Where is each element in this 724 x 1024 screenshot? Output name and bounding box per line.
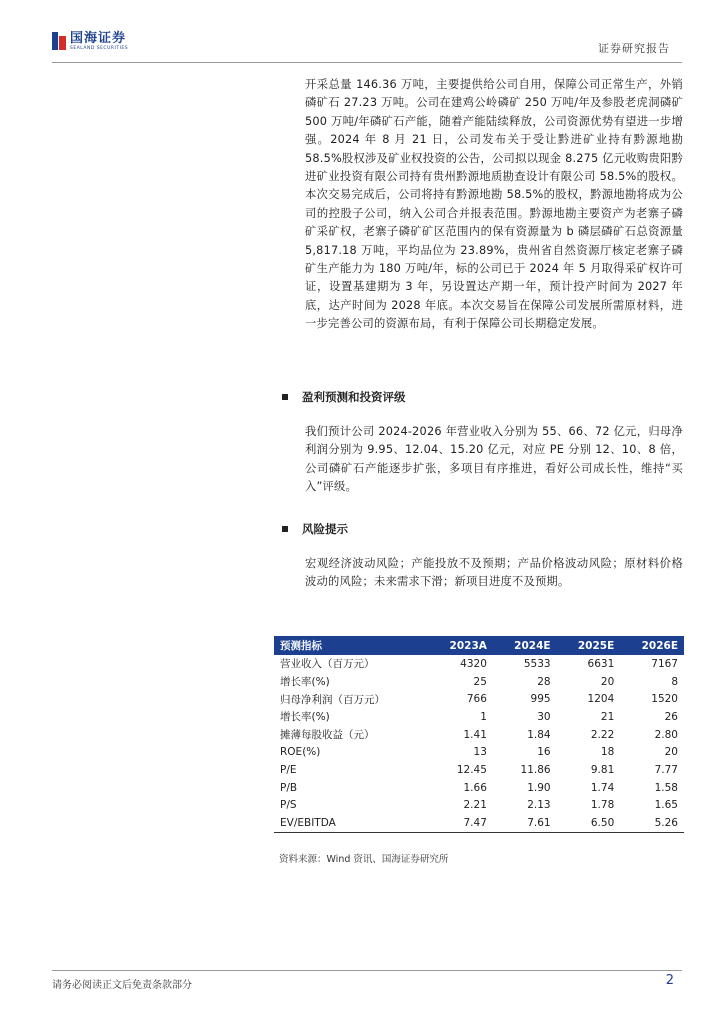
table-cell: 1.78	[590, 799, 615, 812]
table-row-label: 营业收入（百万元）	[280, 658, 375, 671]
table-cell: 25	[473, 675, 487, 688]
table-cell: 21	[600, 710, 615, 723]
table-cell: 16	[537, 746, 551, 759]
table-cell: 1204	[587, 693, 615, 706]
table-cell: 7.47	[428, 814, 493, 832]
table-row-label: ROE(%)	[280, 746, 321, 759]
table-row-label: 归母净利润（百万元）	[280, 693, 385, 706]
table-cell: 2.22	[590, 728, 615, 741]
table-row	[274, 726, 684, 744]
table-cell: 13	[473, 746, 487, 759]
table-cell: 1	[480, 710, 487, 723]
section-risk-heading	[282, 521, 348, 537]
table-row	[274, 761, 684, 779]
report-type-label: 证券研究报告	[598, 42, 670, 55]
footer-divider	[52, 970, 682, 971]
table-cell: 20	[664, 746, 678, 759]
table-cell: 28	[537, 675, 551, 688]
table-header-cell: 预测指标	[274, 636, 428, 655]
table-row-label: EV/EBITDA	[274, 814, 428, 832]
table-cell: 30	[537, 710, 551, 723]
table-row	[274, 708, 684, 726]
page-header	[52, 28, 682, 62]
table-header-cell: 2024E	[493, 636, 557, 655]
company-logo	[52, 32, 128, 52]
table-cell: 11.86	[520, 763, 551, 776]
table-cell: 1.58	[654, 781, 678, 794]
table-row	[274, 673, 684, 691]
section-forecast-title: 盈利预测和投资评级	[302, 390, 406, 404]
table-row-label: 摊薄每股收益（元）	[280, 729, 375, 742]
page-number: 2	[665, 973, 674, 988]
logo-en-text: SEALAND SECURITIES	[70, 46, 129, 51]
table-header-cell: 2023A	[428, 636, 493, 655]
table-cell: 18	[600, 746, 615, 759]
table-cell: 2.13	[527, 799, 551, 812]
table-row	[274, 797, 684, 815]
table-row	[274, 743, 684, 761]
section-risk-title: 风险提示	[302, 522, 348, 536]
bullet-square-icon	[282, 526, 288, 532]
table-row	[274, 779, 684, 797]
risk-paragraph: 宏观经济波动风险；产能投放不及预期；产品价格波动风险；原材料价格波动的风险；未来需求下滑；新项目进度不及预期。	[305, 557, 683, 589]
table-row	[274, 655, 684, 673]
table-cell: 6.50	[557, 814, 621, 832]
table-cell: 2.21	[463, 799, 487, 812]
table-cell: 1.65	[654, 799, 678, 812]
table-cell: 766	[466, 693, 487, 706]
table-cell: 1.84	[527, 728, 551, 741]
footer-disclaimer: 请务必阅读正文后免责条款部分	[52, 980, 192, 991]
table-cell: 7167	[651, 657, 678, 670]
table-cell: 995	[530, 693, 551, 706]
table-cell: 12.45	[456, 763, 487, 776]
table-row-label: P/E	[280, 763, 297, 776]
logo-mark-icon	[52, 32, 66, 50]
table-row-label: P/B	[280, 781, 298, 794]
forecast-table	[274, 636, 684, 833]
table-row	[274, 690, 684, 708]
table-row-label: 增长率(%)	[280, 711, 330, 724]
table-cell: 4320	[460, 657, 487, 670]
table-cell: 1.74	[590, 781, 615, 794]
table-header-cell: 2026E	[620, 636, 684, 655]
section-forecast-heading	[282, 389, 406, 405]
table-row-label: 增长率(%)	[280, 676, 330, 689]
table-source-note: 资料来源：Wind 资讯、国海证券研究所	[279, 854, 449, 865]
table-cell: 1520	[651, 693, 678, 706]
table-header-row	[274, 636, 684, 655]
table-cell: 5533	[523, 657, 551, 670]
intro-paragraph: 开采总量 146.36 万吨，主要提供给公司自用，保障公司正常生产，外销磷矿石 27.23 万吨。公司在建鸡公岭磷矿 250 万吨/年及参股老虎洞磷矿 500 万吨/年磷矿石产能，随着产能陆续释放，公司资源优势有望进一步增强。2024 年 8 月 21 日，公司发布关于受让黔进矿业持有黔源地勘 58.5%股权涉及矿业权投资的公告，公司拟以现金 8.275 亿元收购贵阳黔进矿业投资有限公司持有贵州黔源地质勘查设计有限公司 58.5%的股权。本次交易完成后，公司将持有黔源地勘 58.5%的股权，黔源地勘将成为公司的控股子公司，纳入公司合并报表范围。黔源地勘主要资产为老寨子磷矿采矿权，老寨子磷矿矿区范围内的保有资源量为 b 磷层磷矿石总资源量 5,817.18 万吨，平均品位为 23.89%，贵州省自然资源厅核定老寨子磷矿生产能力为 180 万吨/年，标的公司已于 2024 年 5 月取得采矿权许可证，设置基建期为 3 年，另设置达产期一年，预计投产时间为 2027 年底，达产时间为 2028 年底。本次交易旨在保障公司发展所需原材料，进一步完善公司的资源布局，有利于保障公司长期稳定发展。	[305, 78, 683, 331]
bullet-square-icon	[282, 394, 288, 400]
table-cell: 26	[664, 710, 678, 723]
table-cell: 7.77	[654, 763, 678, 776]
table-cell: 2.80	[654, 728, 678, 741]
table-cell: 8	[671, 675, 678, 688]
table-cell: 7.61	[493, 814, 557, 832]
forecast-paragraph: 我们预计公司 2024-2026 年营业收入分别为 55、66、72 亿元，归母净利润分别为 9.95、12.04、15.20 亿元，对应 PE 分别 12、10、8 倍，公司磷矿石产能逐步扩张，多项目有序推进，看好公司成长性，维持“买入”评级。	[305, 425, 683, 494]
table-cell: 5.26	[620, 814, 684, 832]
table-row-label: P/S	[280, 799, 297, 812]
table-cell: 1.66	[463, 781, 487, 794]
table-header-cell: 2025E	[557, 636, 621, 655]
table-cell: 9.81	[590, 763, 615, 776]
logo-cn-text: 国海证券	[70, 31, 127, 46]
table-cell: 1.41	[463, 728, 487, 741]
table-cell: 1.90	[527, 781, 551, 794]
table-cell: 20	[600, 675, 615, 688]
table-row	[274, 814, 684, 832]
table-cell: 6631	[587, 657, 615, 670]
header-divider	[52, 62, 682, 63]
